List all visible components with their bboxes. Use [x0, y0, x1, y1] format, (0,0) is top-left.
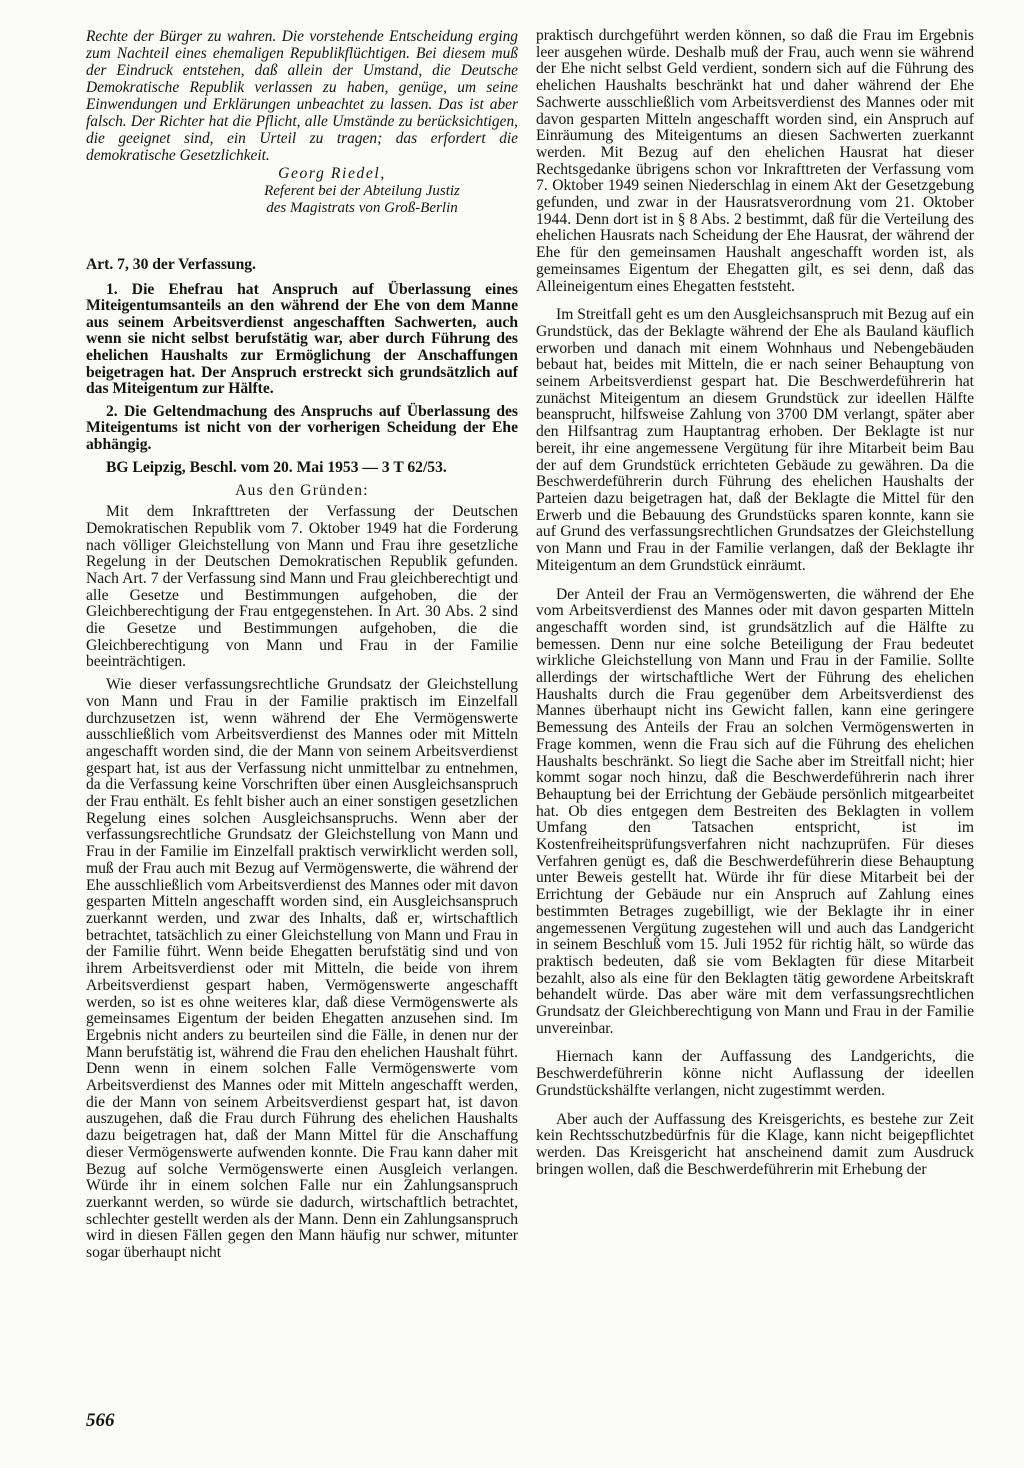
right-paragraph-3: Der Anteil der Frau an Vermögenswerten, die während der Ehe vom Arbeitsverdienst des Mannes oder mit davon gesparten Mitteln angeschafft worden sind, ist grundsätzlich auf die Hälfte zu bemessen. Denn nur eine solche Beteiligung der Frau bedeutet wirkliche Gleichstellung von Mann und Frau in der Familie. Sollte allerdings der wirtschaftliche Wert der Führung des ehelichen Haushalts durch die Frau gegenüber dem Arbeitsverdienst des Mannes überhaupt nicht ins Gewicht fallen, kann eine geringere Bemessung des Anteils der Frau an solchen Vermögenswerten in Frage kommen, wenn die Frau sich auf die Führung des ehelichen Haushalts beschränkt. So liegt die Sache aber im Streitfall nicht; hier kommt sogar noch hinzu, daß die Beschwerdeführerin nach ihrer Behauptung bei der Errichtung der Gebäude persönlich mitgearbeitet hat. Ob dies entgegen dem Bestreiten des Beklagten in vollem Umfang den Tatsachen entspricht, ist im Kostenfreiheitsprüfungsverfahren nicht nachzuprüfen. Für dieses Verfahren genügt es, daß die Beschwerdeführerin diese Behauptung unter Beweis gestellt hat. Würde ihr für diese Mitarbeit bei der Errichtung der Gebäude nur ein Anspruch auf Zahlung eines bestimmten Betrages zugebilligt, wie der Beklagte ihr in einer angemessenen Vergütung zugestehen will und auch das Landgericht in seinem Beschluß vom 15. Juli 1952 für richtig hält, so würde das praktisch bedeuten, daß sie vom Beklagten für diese Mitarbeit bezahlt, also als eine für den Beklagten tätig gewordene Arbeitskraft behandelt würde. Das aber wäre mit dem verfassungsrechtlichen Grundsatz der Gleichberechtigung von Mann und Frau in der Familie unvereinbar.	[536, 585, 974, 1037]
right-paragraph-4: Hiernach kann der Auffassung des Landgerichts, die Beschwerdeführerin könne nicht Auflassung der ideellen Grundstückshälfte verlangen, nicht zugestimmt werden.	[536, 1048, 974, 1099]
headnote-2: 2. Die Geltendmachung des Anspruchs auf Überlassung des Miteigentums ist nicht von der vorherigen Scheidung der Ehe abhängig.	[86, 402, 518, 453]
signature-role-line-2: des Magistrats von Groß-Berlin	[266, 200, 458, 216]
left-paragraph-1: Mit dem Inkrafttreten der Verfassung der Deutschen Demokratischen Republik vom 7. Oktober 1949 hat die Forderung nach völliger Gleichstellung von Mann und Frau ihre gesetzliche Regelung in der Deutschen Demokratischen Republik gefunden. Nach Art. 7 der Verfassung sind Mann und Frau gleichberechtigt und alle Gesetze und Bestimmungen aufgehoben, die der Gleichberechtigung der Frau entgegenstehen. In Art. 30 Abs. 2 sind die Gesetze und Bestimmungen aufgehoben, die die Gleichberechtigung von Mann und Frau in der Familie beeinträchtigen.	[86, 503, 518, 671]
signature-role-line-1: Referent bei der Abteilung Justiz	[264, 183, 460, 199]
right-paragraph-5: Aber auch der Auffassung des Kreisgerichts, es bestehe zur Zeit kein Rechtsschutzbedürfnis für die Klage, kann nicht beigepflichtet werden. Das Kreisgericht hat anscheinend damit zum Ausdruck bringen wollen, daß die Beschwerdeführerin mit Erhebung der	[536, 1110, 974, 1178]
article-reference: Art. 7, 30 der Verfassung.	[86, 256, 256, 273]
signature-name: Georg Riedel,	[278, 165, 386, 182]
headnote-1: 1. Die Ehefrau hat Anspruch auf Überlassung eines Miteigentumsanteils an den während der Ehe von dem Manne aus seinem Arbeitsverdienst angeschafften Sachwerten, auch wenn sie nicht selbst berufstätig war, aber durch Führung des ehelichen Haushalts zur Ermöglichung der Anschaffungen beigetragen hat. Der Anspruch erstreckt sich grundsätzlich auf das Miteigentum zur Hälfte.	[86, 280, 518, 398]
right-paragraph-2: Im Streitfall geht es um den Ausgleichsanspruch mit Bezug auf ein Grundstück, das der Beklagte während der Ehe als Bauland käuflich erworben und danach mit einem Wohnhaus und Nebengebäuden bebaut hat, beides mit Mitteln, die er nach seiner Behauptung von seinem Arbeitsverdienst gespart hat. Die Beschwerdeführerin hat zunächst Miteigentum an diesem Grundstück zur ideellen Hälfte beansprucht, hilfsweise Zahlung von 3700 DM verlangt, später aber den Hilfsantrag zum Hauptantrag erhoben. Der Beklagte ist nur bereit, ihr eine angemessene Vergütung für ihre Mitarbeit beim Bau der auf dem Grundstück errichteten Gebäude zu gewähren. Da die Beschwerdeführerin durch Führung des ehelichen Haushalts der Parteien dazu beigetragen hat, daß der Beklagte die Mittel für den Erwerb und die Bebauung des Grundstücks sparen konnte, kann sie auf Grund des verfassungsrechtlichen Grundsatzes der Gleichstellung von Mann und Frau in der Familie verlangen, daß der Beklagte ihr Miteigentum an dem Grundstück einräumt.	[536, 306, 974, 574]
court-reference: BG Leipzig, Beschl. vom 20. Mai 1953 — 3 T 62/53.	[106, 458, 447, 476]
right-column	[536, 28, 974, 1178]
page-number: 566	[86, 1410, 115, 1431]
left-paragraph-2: Wie dieser verfassungsrechtliche Grundsatz der Gleichstellung von Mann und Frau in der Familie praktisch im Einzelfall durchzusetzen ist, wenn während der Ehe Vermögenswerte ausschließlich vom Arbeitsverdienst des Mannes oder mit Mitteln angeschafft worden sind, die der Mann von seinem Arbeitsverdienst gespart hat, ist aus der Verfassung nicht unmittelbar zu entnehmen, da die Verfassung keine Vorschriften über einen Ausgleichsanspruch der Frau enthält. Es fehlt bisher auch an einer sonstigen gesetzlichen Regelung eines solchen Ausgleichsanspruchs. Wenn aber der verfassungsrechtliche Grundsatz der Gleichstellung von Mann und Frau in der Familie im Einzelfall praktisch verwirklicht werden soll, muß der Frau auch mit Bezug auf Vermögenswerte, die während der Ehe ausschließlich vom Arbeitsverdienst des Mannes oder mit davon gesparten Mitteln angeschafft worden sind, ein Ausgleichsanspruch zuerkannt werden, und zwar des Inhalts, daß er, wirtschaftlich betrachtet, tatsächlich zu einer Gleichstellung von Mann und Frau in der Familie führt. Wenn beide Ehegatten berufstätig sind und von ihrem Arbeitsverdienst oder mit Mitteln, die beide von ihrem Arbeitsverdienst gespart haben, Vermögenswerte angeschafft werden, so ist es ohne weiteres klar, daß diese Vermögenswerte als gemeinsames Eigentum der beiden Ehegatten anzusehen sind. Im Ergebnis nicht anders zu beurteilen sind die Fälle, in denen nur der Mann berufstätig ist, während die Frau den ehelichen Haushalt führt. Denn wenn in einem solchen Falle Vermögenswerte vom Arbeitsverdienst des Mannes oder mit Mitteln angeschafft werden, die der Mann von seinem Arbeitsverdienst gespart hat, ist davon auszugehen, daß die Frau durch Führung des ehelichen Haushalts dazu beigetragen hat, daß der Mann Mittel für die Anschaffung dieser Vermögenswerte aufwenden konnte. Die Frau kann daher mit Bezug auf solche Vermögenswerte einen Ausgleich verlangen. Würde ihr in einem solchen Falle nur ein Zahlungsanspruch zuerkannt werden, so würde sie dadurch, wirtschaftlich betrachtet, schlechter gestellt werden als der Mann. Denn ein Zahlungsanspruch wird in diesen Fällen gegen den Mann häufig nur schwer, mitunter sogar überhaupt nicht	[86, 676, 518, 1262]
right-paragraph-1: praktisch durchgeführt werden können, so daß die Frau im Ergebnis leer ausgehen würde. Deshalb muß der Frau, auch wenn sie während der Ehe nicht selbst Geld verdient, sondern sich auf die Führung des ehelichen Haushalts beschränkt hat und daher während der Ehe Sachwerte ausschließlich vom Arbeitsverdienst des Mannes oder mit davon gesparten Mitteln angeschafft worden sind, ein Anspruch auf Einräumung des Miteigentums an diesen Sachwerten zuerkannt werden. Mit Bezug auf den ehelichen Hausrat hat dieser Rechtsgedanke übrigens schon vor Inkrafttreten der Verfassung vom 7. Oktober 1949 seinen Niederschlag in einem Akt der Gesetzgebung gefunden, und zwar in der Hausratsverordnung vom 21. Oktober 1944. Denn dort ist in § 8 Abs. 2 bestimmt, daß für die Verteilung des ehelichen Hausrats nach Scheidung der Ehe Hausrat, der während der Ehe für den gemeinsamen Haushalt angeschafft worden ist, als gemeinsames Eigentum der Ehegatten gilt, es sei denn, daß das Alleineigentum eines Ehegatten feststeht.	[536, 27, 974, 295]
intro-italic-paragraph: Rechte der Bürger zu wahren. Die vorstehende Entscheidung erging zum Nachteil eines ehemaligen Republikflüchtigen. Bei diesem muß der Eindruck entstehen, daß allein der Umstand, die Deutsche Demokratische Republik verlassen zu haben, genüge, um seine Einwendungen und Erklärungen unbeachtet zu lassen. Das ist aber falsch. Der Richter hat die Pflicht, alle Umstände zu berücksichtigen, die geeignet sind, ein Urteil zu tragen; das erfordert die demokratische Gesetzlichkeit.	[86, 28, 518, 164]
section-heading: Aus den Gründen:	[235, 482, 369, 500]
left-column	[86, 28, 518, 1262]
